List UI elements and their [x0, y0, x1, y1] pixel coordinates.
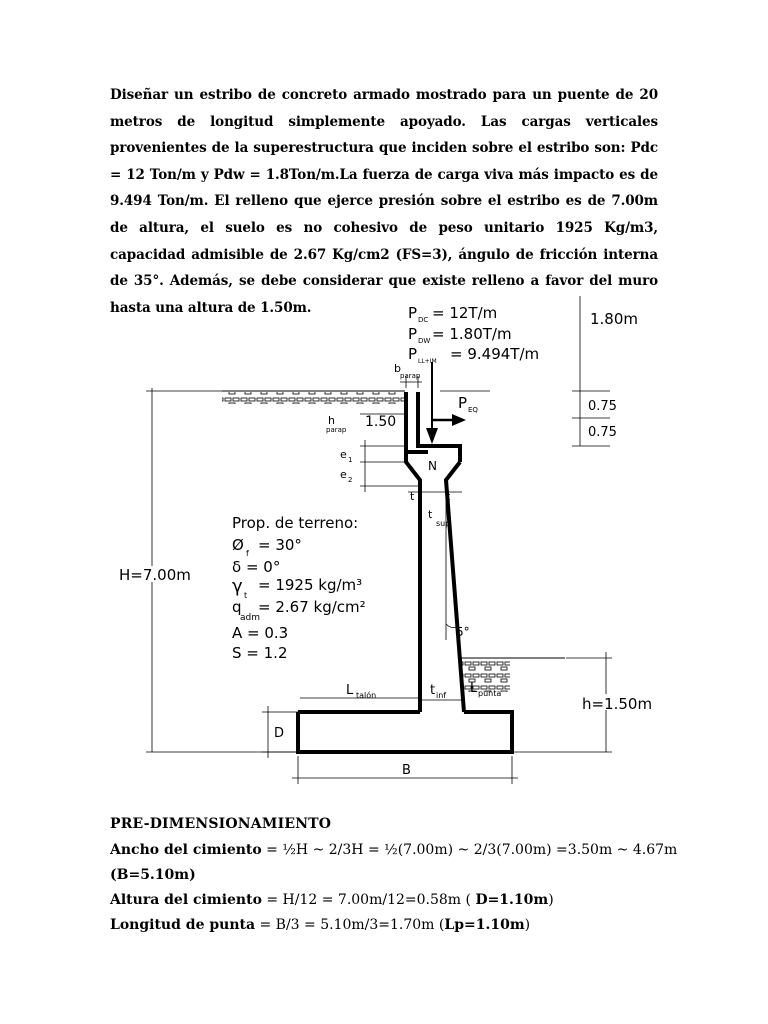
predim-line-3-text: = H/12 = 7.00m/12=0.58m ( — [261, 892, 476, 908]
soil-delta: δ = 0° — [232, 558, 281, 576]
predim-line-2 — [110, 867, 196, 883]
dim-075-lower: 0.75 — [588, 425, 617, 440]
b-parap-label: b — [394, 362, 401, 375]
ltalon-sub: talón — [356, 691, 377, 700]
d-label: D — [274, 726, 285, 741]
soil-phi-symbol: Ø — [232, 536, 244, 554]
t-right-label: t — [446, 490, 451, 503]
dim-h-front: h=1.50m — [582, 695, 653, 713]
load-pdw-value: = 1.80T/m — [432, 325, 512, 343]
predim-line-3-bold: D=1.10m — [475, 892, 549, 908]
soil-phi-sub: f — [246, 549, 249, 558]
e2-sub: 2 — [348, 476, 353, 484]
load-pll-value: = 9.494T/m — [450, 345, 540, 363]
angle-label: 5° — [456, 625, 470, 639]
predim-line-4-label: Longitud de punta — [110, 917, 256, 933]
predim-line-4 — [110, 917, 530, 933]
predim-line-4-end: ) — [524, 917, 531, 933]
predim-line-1-label: Ancho del cimiento — [110, 842, 262, 858]
predim-line-1 — [110, 842, 677, 858]
ltalon-label: L — [346, 683, 354, 698]
bearing-n-label: N — [428, 459, 437, 473]
load-pdc-symbol: P — [408, 304, 418, 322]
predim-line-4-bold: Lp=1.10m — [444, 917, 525, 933]
peq-sub: EQ — [468, 406, 478, 414]
soil-q-sub: adm — [240, 613, 260, 623]
predim-line-3-end: ) — [548, 892, 554, 908]
soil-s: S = 1.2 — [232, 644, 288, 662]
h-parap-value: 1.50 — [365, 414, 397, 430]
e2-label: e — [340, 468, 347, 481]
load-pdw-sub: DW — [418, 337, 431, 345]
peq-label: P — [458, 394, 468, 412]
tinf-sub: inf — [436, 691, 447, 700]
soil-phi-value: = 30° — [258, 536, 302, 554]
predim-line-3-label: Altura del cimiento — [110, 892, 262, 908]
h-parap-sub: parap — [326, 426, 347, 434]
load-arrow-pdc — [426, 362, 438, 444]
h-total-label: H=7.00m — [119, 566, 191, 584]
soil-q-symbol: q — [232, 598, 242, 616]
lpunta-sub: punta — [478, 689, 502, 698]
soil-gamma-sub: t — [244, 591, 248, 600]
predim-line-4-text: = B/3 = 5.10m/3=1.70m ( — [255, 917, 445, 933]
load-pll-sub: LL+IM — [418, 358, 437, 365]
soil-gamma-value: = 1925 kg/m³ — [258, 576, 363, 594]
soil-q-value: = 2.67 kg/cm² — [258, 598, 366, 616]
backfill-ground-top — [222, 391, 490, 404]
load-arrow-peq — [432, 414, 466, 426]
e1-sub: 1 — [348, 456, 353, 464]
soil-a: A = 0.3 — [232, 624, 289, 642]
tinf-label: t — [430, 683, 436, 698]
tsup-label: t — [428, 508, 433, 521]
dim-075-upper: 0.75 — [588, 399, 617, 414]
load-pll-symbol: P — [408, 345, 418, 363]
lpunta-label: L — [470, 681, 478, 696]
section-title: PRE-DIMENSIONAMIENTO — [110, 816, 332, 832]
load-pdc-value: = 12T/m — [432, 304, 498, 322]
soil-gamma-symbol: γ — [232, 576, 243, 597]
h-parap-label: h — [328, 414, 335, 427]
predim-line-2-value: (B=5.10m) — [110, 867, 196, 883]
predim-line-3 — [110, 892, 554, 908]
soil-title: Prop. de terreno: — [232, 514, 359, 532]
tsup-sub: sup — [436, 519, 451, 528]
load-pdc-sub: DC — [418, 316, 429, 324]
b-label: B — [402, 763, 411, 778]
problem-statement: Diseñar un estribo de concreto armado mostrado para un puente de 20 metros de longitud simplemente apoyado. Las cargas verticales provenientes de la superestructura que inciden sobre el estribo son: Pdc = 12 Ton/m y Pdw = 1.8Ton/m.La fuerza de carga viva más impacto es de 9.494 Ton/m. El relleno que ejerce presión sobre el estribo es de 7.00m de altura, el suelo es no cohesivo de peso unitario 1925 Kg/m3, capacidad admisible de 2.67 Kg/cm2 (FS=3), ángulo de fricción interna de 35°. Además, se debe considerar que existe relleno a favor del muro hasta una altura de 1.50m. — [110, 87, 658, 316]
b-parap-sub: parap — [400, 372, 421, 380]
dim-top-label: 1.80m — [590, 310, 639, 328]
e1-label: e — [340, 448, 347, 461]
predim-line-1-text: = ½H ~ 2/3H = ½(7.00m) ~ 2/3(7.00m) =3.50m ~ 4.67m — [261, 842, 678, 858]
t-left-label: t — [410, 490, 415, 503]
load-pdw-symbol: P — [408, 325, 418, 343]
